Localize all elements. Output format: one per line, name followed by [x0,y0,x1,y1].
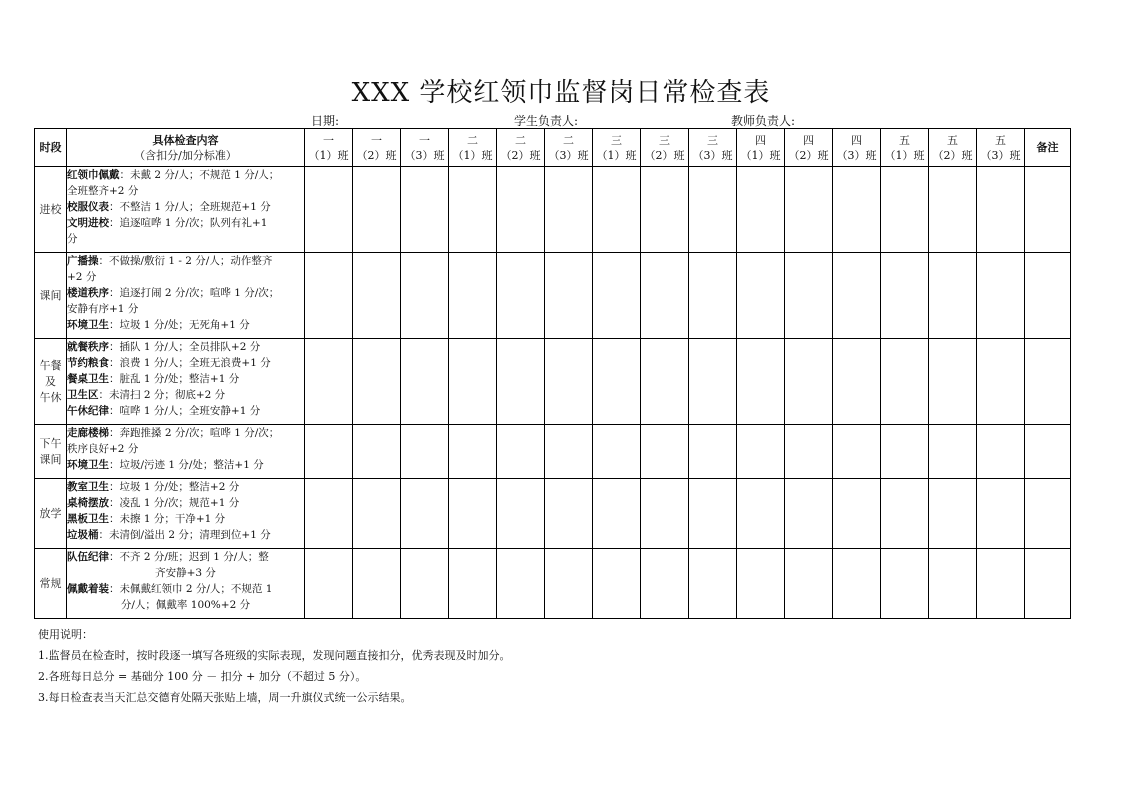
score-cell[interactable] [881,425,929,479]
score-cell[interactable] [689,167,737,253]
score-cell[interactable] [593,479,641,549]
score-cell[interactable] [689,339,737,425]
criteria-cell [67,167,305,253]
class-header [977,129,1025,167]
score-cell[interactable] [545,253,593,339]
table-row [35,549,1071,619]
class-grade: 五 [947,133,958,147]
class-section: （1）班 [740,148,781,162]
score-cell[interactable] [881,253,929,339]
remarks-cell[interactable] [1025,339,1071,425]
class-header [593,129,641,167]
class-header [449,129,497,167]
score-cell[interactable] [929,425,977,479]
score-cell[interactable] [881,549,929,619]
remarks-cell[interactable] [1025,167,1071,253]
remarks-cell[interactable] [1025,479,1071,549]
remarks-cell[interactable] [1025,253,1071,339]
score-cell[interactable] [641,167,689,253]
table-row [35,479,1071,549]
class-header [929,129,977,167]
score-cell[interactable] [977,549,1025,619]
content-header: 具体检查内容 （含扣分/加分标准） [67,129,305,167]
class-section: （1）班 [308,148,349,162]
class-section: （3）班 [404,148,445,162]
class-header [353,129,401,167]
score-cell[interactable] [977,425,1025,479]
score-cell[interactable] [545,425,593,479]
note-line: 2.各班每日总分 = 基础分 100 分 － 扣分 + 加分（不超过 5 分）。 [38,670,367,683]
criteria-line: 齐安静+3 分 [155,567,216,579]
class-header [641,129,689,167]
class-header [689,129,737,167]
score-cell[interactable] [881,167,929,253]
criteria-line: 餐桌卫生：脏乱 1 分/处；整洁+1 分 [67,373,240,385]
score-cell[interactable] [881,479,929,549]
period-cell: 常规 [35,549,67,619]
teacher-responsible-label: 教师负责人: [731,114,796,128]
score-cell[interactable] [593,167,641,253]
criteria-line: 走廊楼梯：奔跑推搡 2 分/次；喧哗 1 分/次； [67,427,280,439]
table-row [35,253,1071,339]
score-cell[interactable] [545,167,593,253]
score-cell[interactable] [497,167,545,253]
score-cell[interactable] [353,549,401,619]
class-grade: 三 [611,133,622,147]
class-header [881,129,929,167]
class-grade: 五 [899,133,910,147]
score-cell[interactable] [641,425,689,479]
criteria-cell [67,549,305,619]
score-cell[interactable] [833,479,881,549]
score-cell[interactable] [401,167,449,253]
criteria-cell [67,479,305,549]
score-cell[interactable] [401,425,449,479]
criteria-line: 环境卫生：垃圾 1 分/处；无死角+1 分 [67,319,250,331]
class-grade: 二 [563,133,574,147]
score-cell[interactable] [449,549,497,619]
score-cell[interactable] [977,253,1025,339]
score-cell[interactable] [689,425,737,479]
score-cell[interactable] [353,167,401,253]
criteria-line: 校服仪表：不整洁 1 分/人；全班规范+1 分 [67,201,271,213]
score-cell[interactable] [305,425,353,479]
score-cell[interactable] [353,479,401,549]
usage-notes [38,624,511,708]
score-cell[interactable] [449,425,497,479]
score-cell[interactable] [833,253,881,339]
score-cell[interactable] [497,339,545,425]
score-cell[interactable] [929,549,977,619]
score-cell[interactable] [689,479,737,549]
score-cell[interactable] [305,253,353,339]
criteria-line: 安静有序+1 分 [67,303,139,315]
class-header [401,129,449,167]
table-header-row [35,129,1071,167]
criteria-line: 桌椅摆放：凌乱 1 分/次；规范+1 分 [67,497,240,509]
class-section: （2）班 [356,148,397,162]
class-section: （1）班 [452,148,493,162]
criteria-line: 全班整齐+2 分 [67,185,139,197]
score-cell[interactable] [929,479,977,549]
score-cell[interactable] [641,253,689,339]
class-section: （3）班 [836,148,877,162]
score-cell[interactable] [785,549,833,619]
criteria-cell [67,339,305,425]
class-grade: 四 [755,133,766,147]
score-cell[interactable] [689,549,737,619]
criteria-line: 分/人；佩戴率 100%+2 分 [120,599,251,611]
score-cell[interactable] [401,479,449,549]
score-cell[interactable] [401,253,449,339]
score-cell[interactable] [593,549,641,619]
score-cell[interactable] [689,253,737,339]
remarks-cell[interactable] [1025,425,1071,479]
class-section: （2）班 [500,148,541,162]
class-grade: 四 [851,133,862,147]
class-grade: 二 [467,133,478,147]
score-cell[interactable] [785,339,833,425]
score-cell[interactable] [881,339,929,425]
student-responsible-label: 学生负责人: [514,114,579,128]
score-cell[interactable] [929,253,977,339]
class-section: （3）班 [548,148,589,162]
score-cell[interactable] [785,479,833,549]
score-cell[interactable] [737,253,785,339]
period-cell: 进校 [35,167,67,253]
class-grade: 五 [995,133,1006,147]
score-cell[interactable] [929,167,977,253]
score-cell[interactable] [833,339,881,425]
period-cell: 午餐 及 午休 [35,339,67,425]
score-cell[interactable] [977,479,1025,549]
score-cell[interactable] [737,425,785,479]
class-grade: 一 [371,133,382,147]
inspection-table [34,128,1071,619]
score-cell[interactable] [593,253,641,339]
score-cell[interactable] [593,339,641,425]
score-cell[interactable] [353,425,401,479]
class-grade: 二 [515,133,526,147]
score-cell[interactable] [785,167,833,253]
score-cell[interactable] [353,253,401,339]
score-cell[interactable] [785,253,833,339]
class-section: （3）班 [692,148,733,162]
period-cell: 放学 [35,479,67,549]
score-cell[interactable] [401,549,449,619]
criteria-line: 节约粮食：浪费 1 分/人；全班无浪费+1 分 [67,357,271,369]
score-cell[interactable] [449,479,497,549]
criteria-line: 楼道秩序：追逐打闹 2 分/次；喧哗 1 分/次； [67,287,280,299]
class-grade: 三 [659,133,670,147]
class-header [737,129,785,167]
class-header [833,129,881,167]
score-cell[interactable] [449,339,497,425]
score-cell[interactable] [833,549,881,619]
criteria-line: 垃圾桶：未清倒/溢出 2 分；清理到位+1 分 [67,529,271,541]
class-section: （2）班 [932,148,973,162]
score-cell[interactable] [305,549,353,619]
criteria-line: 队伍纪律：不齐 2 分/班；迟到 1 分/人；整 [67,551,269,563]
criteria-line: 分 [67,233,78,245]
score-cell[interactable] [641,479,689,549]
score-cell[interactable] [497,479,545,549]
criteria-line: 午休纪律：喧哗 1 分/人；全班安静+1 分 [67,405,261,417]
class-section: （2）班 [788,148,829,162]
criteria-line: 就餐秩序：插队 1 分/人；全员排队+2 分 [67,341,261,353]
date-label: 日期: [311,114,340,128]
class-grade: 一 [419,133,430,147]
table-row [35,167,1071,253]
score-cell[interactable] [497,549,545,619]
score-cell[interactable] [977,167,1025,253]
class-header [545,129,593,167]
score-cell[interactable] [785,425,833,479]
score-cell[interactable] [833,425,881,479]
score-cell[interactable] [497,425,545,479]
criteria-line: 红领巾佩戴：未戴 2 分/人；不规范 1 分/人； [67,169,280,181]
score-cell[interactable] [737,339,785,425]
note-line: 使用说明： [38,628,93,641]
class-grade: 三 [707,133,718,147]
score-cell[interactable] [545,339,593,425]
score-cell[interactable] [641,339,689,425]
table-row [35,425,1071,479]
note-line: 3.每日检查表当天汇总交德育处隔天张贴上墙，周一升旗仪式统一公示结果。 [38,691,412,704]
score-cell[interactable] [641,549,689,619]
criteria-line: 广播操：不做操/敷衍 1 - 2 分/人；动作整齐 [67,255,273,267]
criteria-cell [67,253,305,339]
score-cell[interactable] [401,339,449,425]
score-cell[interactable] [497,253,545,339]
score-cell[interactable] [305,479,353,549]
criteria-line: +2 分 [67,271,97,283]
criteria-line: 教室卫生：垃圾 1 分/处；整洁+2 分 [67,481,240,493]
class-grade: 四 [803,133,814,147]
score-cell[interactable] [737,549,785,619]
remarks-cell[interactable] [1025,549,1071,619]
table-row [35,339,1071,425]
class-section: （1）班 [596,148,637,162]
score-cell[interactable] [545,549,593,619]
score-cell[interactable] [737,479,785,549]
criteria-line: 文明进校：追逐喧哗 1 分/次；队列有礼+1 [67,217,268,229]
criteria-line: 卫生区：未清扫 2 分；彻底+2 分 [67,389,226,401]
score-cell[interactable] [593,425,641,479]
score-cell[interactable] [833,167,881,253]
period-header: 时段 [35,129,67,167]
class-section: （2）班 [644,148,685,162]
score-cell[interactable] [449,253,497,339]
score-cell[interactable] [305,167,353,253]
page-title: XXX 学校红领巾监督岗日常检查表 [351,78,771,108]
class-section: （1）班 [884,148,925,162]
score-cell[interactable] [449,167,497,253]
class-header [785,129,833,167]
remarks-header: 备注 [1025,129,1071,167]
criteria-line: 黑板卫生：未擦 1 分；干净+1 分 [67,513,226,525]
score-cell[interactable] [353,339,401,425]
score-cell[interactable] [305,339,353,425]
class-header [305,129,353,167]
period-cell: 下午 课间 [35,425,67,479]
criteria-line: 环境卫生：垃圾/污迹 1 分/处；整洁+1 分 [67,459,264,471]
class-header [497,129,545,167]
score-cell[interactable] [977,339,1025,425]
note-line: 1.监督员在检查时，按时段逐一填写各班级的实际表现，发现问题直接扣分，优秀表现及时加分。 [38,649,511,662]
criteria-line: 佩戴着装：未佩戴红领巾 2 分/人；不规范 1 [67,583,273,595]
class-grade: 一 [323,133,334,147]
criteria-cell [67,425,305,479]
score-cell[interactable] [929,339,977,425]
score-cell[interactable] [737,167,785,253]
score-cell[interactable] [545,479,593,549]
period-cell: 课间 [35,253,67,339]
criteria-line: 秩序良好+2 分 [67,443,139,455]
class-section: （3）班 [980,148,1021,162]
